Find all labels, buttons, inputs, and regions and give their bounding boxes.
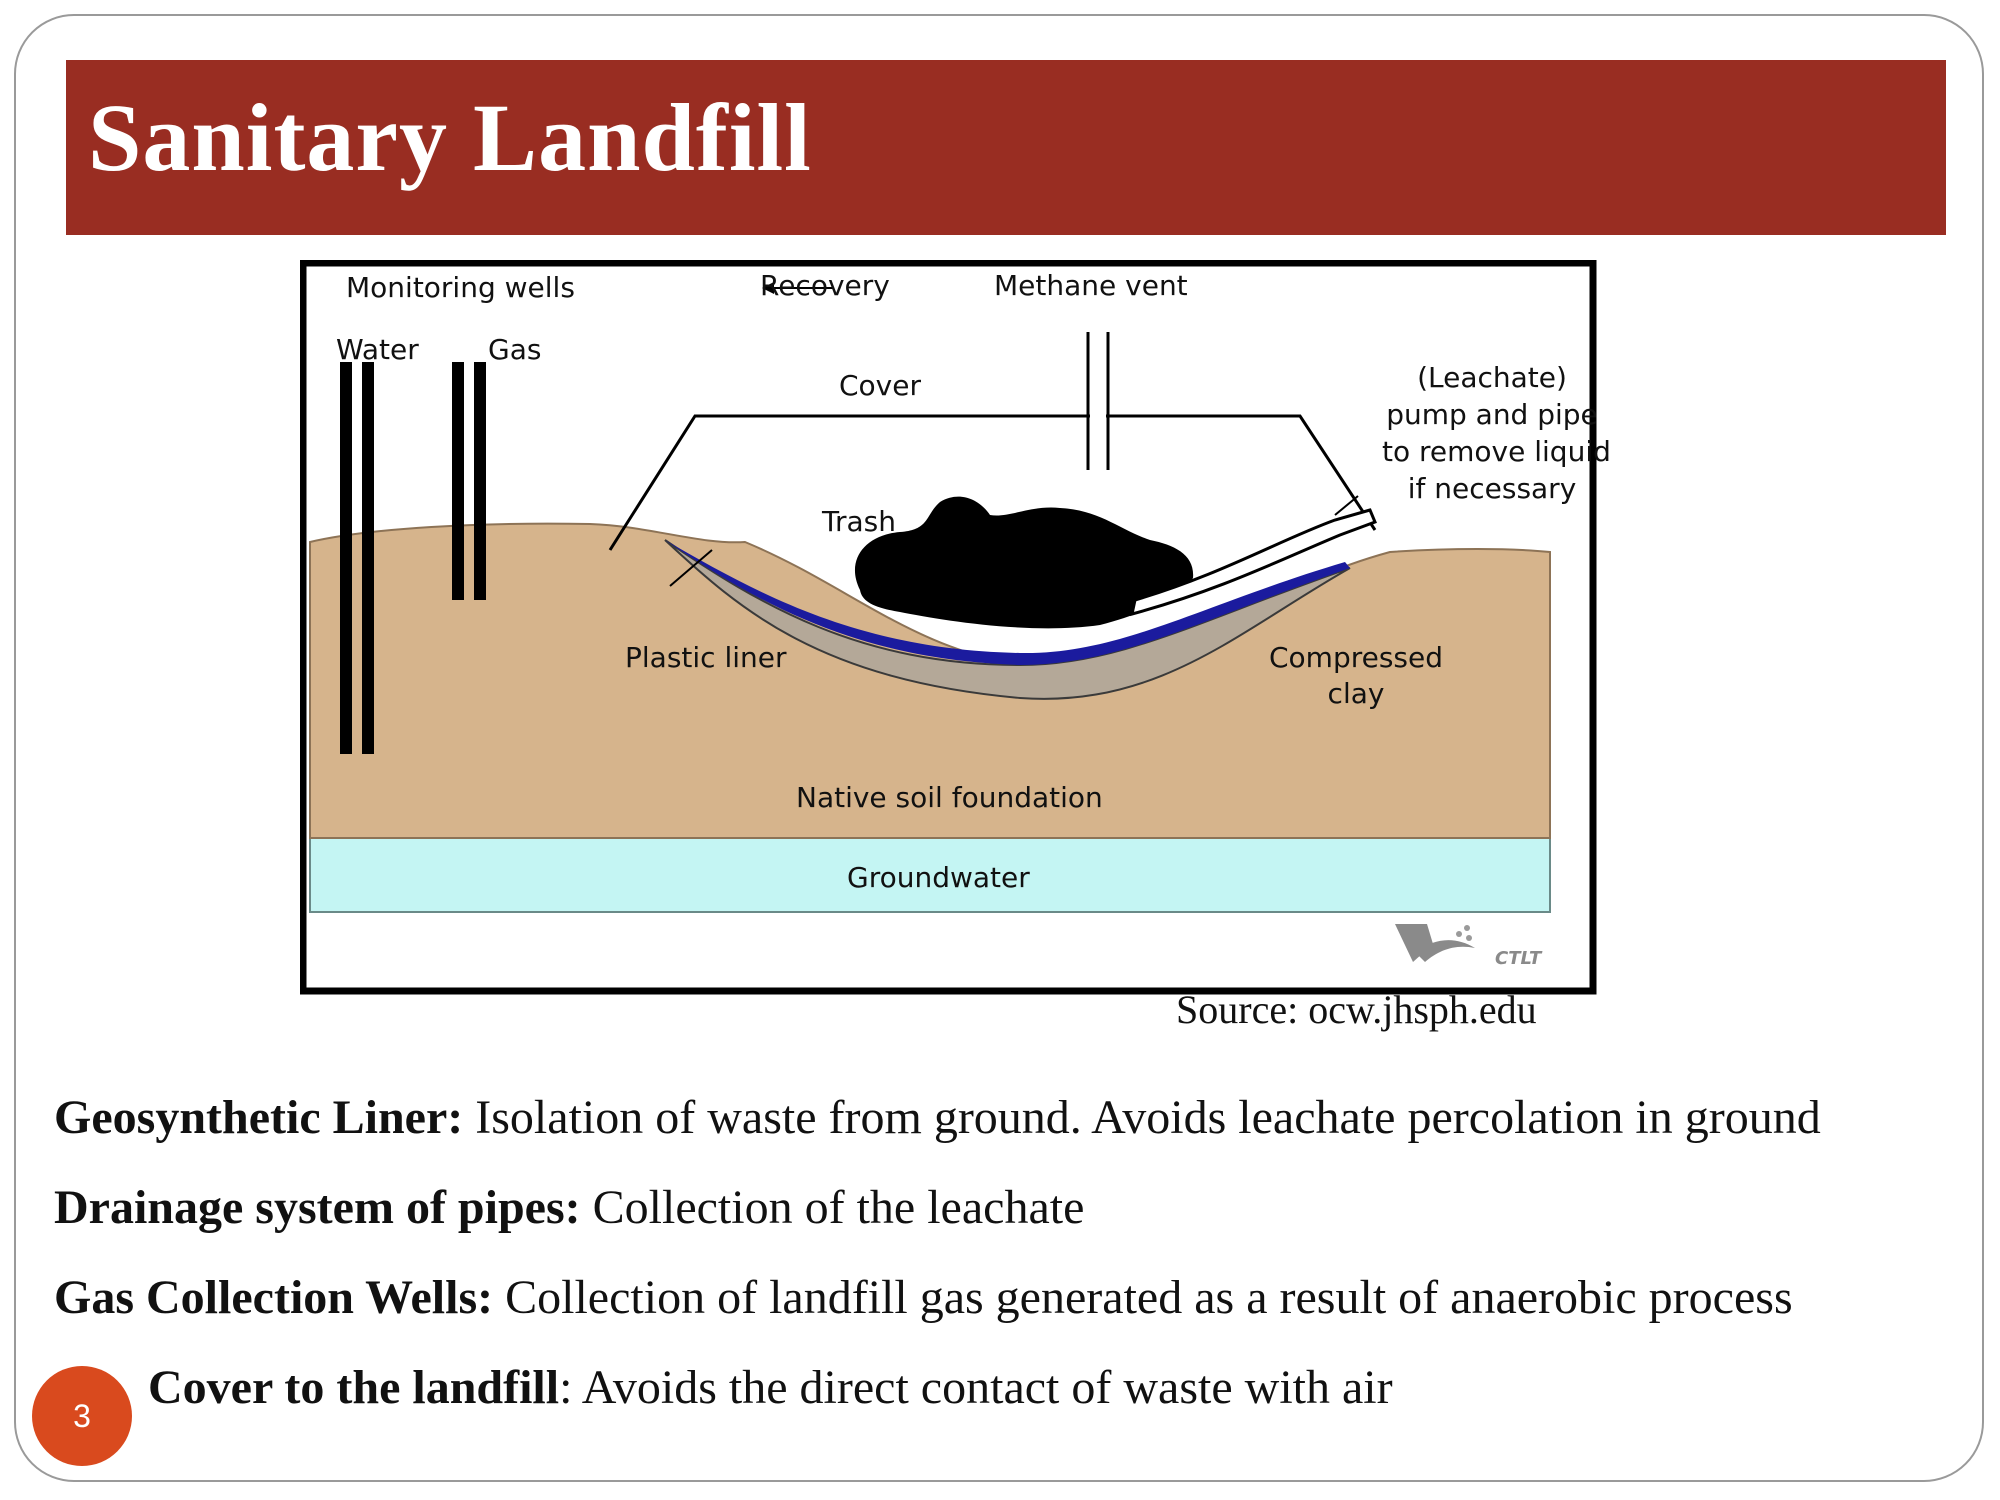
definition-drainage-system [54, 1180, 1084, 1235]
methane-vent-label: Methane vent [994, 269, 1188, 302]
groundwater-label: Groundwater [847, 861, 1030, 894]
definition-gas-collection [54, 1270, 1793, 1325]
water-well-1 [340, 362, 352, 754]
leachate-label-line2: pump and pipe [1386, 398, 1598, 431]
leachate-label-line4: if necessary [1407, 472, 1577, 505]
water-well-2 [362, 362, 374, 754]
landfill-diagram [300, 260, 1611, 996]
definition-term: Cover to the landfill [148, 1361, 560, 1414]
trash-label: Trash [822, 505, 896, 538]
definition-term: Geosynthetic Liner: [54, 1091, 464, 1144]
compressed-clay-label-line2: clay [1327, 677, 1385, 710]
vent-gap [1090, 400, 1106, 430]
slide-title: Sanitary Landfill [88, 84, 812, 191]
gas-well-1 [452, 362, 464, 600]
recovery-label: Recovery [760, 269, 890, 302]
definition-text: Collection of the leachate [580, 1181, 1085, 1234]
page-number-badge: 3 [32, 1366, 132, 1466]
plastic-liner-label: Plastic liner [625, 641, 787, 674]
monitoring-wells-label: Monitoring wells [346, 271, 575, 304]
leachate-label-line1: (Leachate) [1417, 361, 1567, 394]
definition-text: : Avoids the direct contact of waste with air [559, 1361, 1393, 1414]
definition-term: Drainage system of pipes: [54, 1181, 581, 1234]
definition-cover [148, 1360, 1393, 1415]
compressed-clay-label-line1: Compressed [1268, 641, 1444, 674]
leachate-label-line3: to remove liquid [1382, 435, 1611, 468]
cover-label: Cover [839, 369, 921, 402]
definition-geosynthetic-liner [54, 1090, 1821, 1145]
ctlt-logo-text: CTLT [1495, 948, 1542, 969]
gas-well-2 [474, 362, 486, 600]
gas-well-label: Gas [488, 333, 542, 366]
source-citation: Source: ocw.jhsph.edu [1176, 987, 1537, 1032]
native-soil-label: Native soil foundation [796, 781, 1103, 814]
definition-term: Gas Collection Wells: [54, 1271, 494, 1324]
title-bar [66, 60, 1946, 235]
definition-text: Isolation of waste from ground. Avoids leachate percolation in ground [463, 1091, 1821, 1144]
water-well-label: Water [336, 333, 419, 366]
definition-text: Collection of landfill gas generated as a result of anaerobic process [493, 1271, 1793, 1324]
